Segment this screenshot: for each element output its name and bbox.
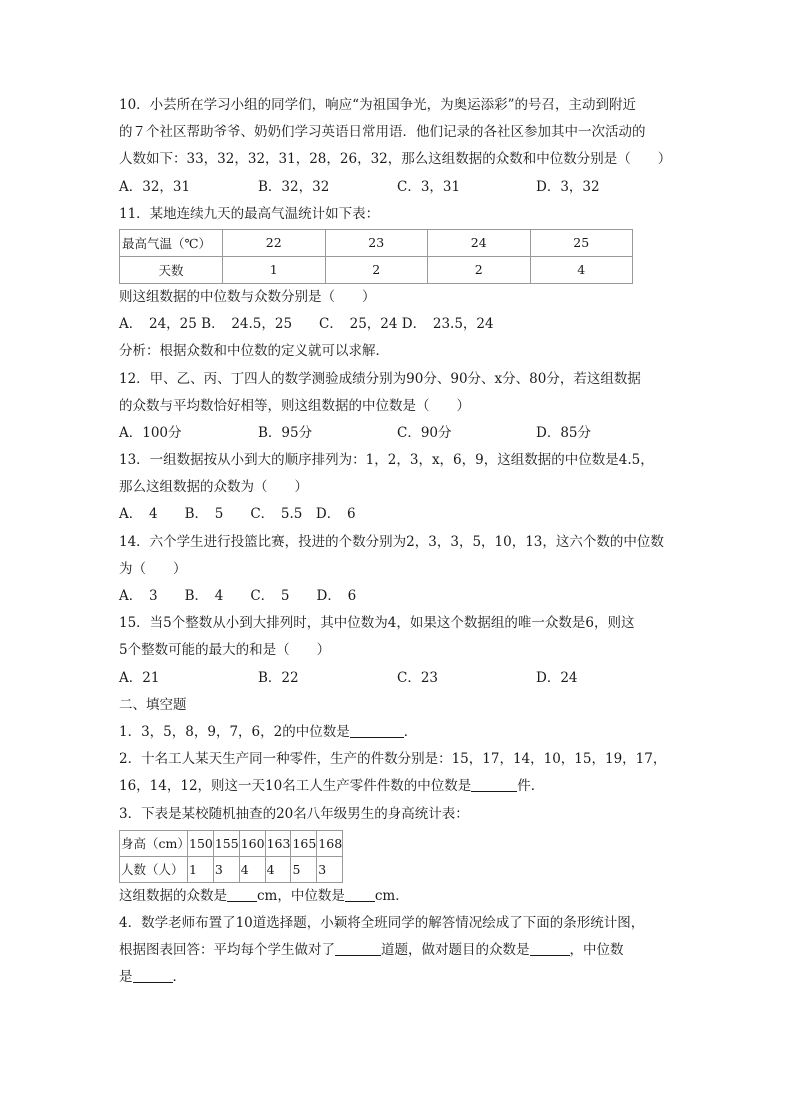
q10-option-d: D．3，32 xyxy=(536,178,600,195)
table-cell: 3 xyxy=(317,856,343,882)
q15-line-1: 15．当5个整数从小到大排列时，其中位数为4，如果这个数据组的唯一众数是6，则这 xyxy=(119,615,635,632)
q11-analysis: 分析：根据众数和中位数的定义就可以求解． xyxy=(119,343,389,360)
fill-4-text-2: 道题，做对题目的众数是 xyxy=(381,942,530,959)
answer-blank xyxy=(530,941,570,956)
fill-2-line-2 xyxy=(119,773,679,800)
table-row xyxy=(120,830,343,856)
q13-line-1: 13．一组数据按从小到大的顺序排列为：1，2，3，x，6，9，这组数据的中位数是4.5， xyxy=(119,452,654,469)
fill-4-line-2 xyxy=(119,937,679,964)
answer-blank xyxy=(471,777,517,792)
table-cell: 2 xyxy=(325,256,428,283)
table-cell: 身高（cm） xyxy=(120,830,188,856)
q11-line-1: 11．某地连续九天的最高气温统计如下表： xyxy=(119,205,380,222)
table-cell: 4 xyxy=(530,256,633,283)
q12-option-d: D．85分 xyxy=(536,424,592,441)
section-title: 二、填空题 xyxy=(119,696,187,713)
table-cell: 1 xyxy=(188,856,214,882)
q10-options xyxy=(119,174,679,201)
fill-3-line-2 xyxy=(119,883,679,910)
table-cell: 155 xyxy=(213,830,239,856)
table-cell: 1 xyxy=(223,256,326,283)
table-cell: 人数（人） xyxy=(120,856,188,882)
fill-4-line-1: 4．数学老师布置了10道选择题，小颖将全班同学的解答情况绘成了下面的条形统计图， xyxy=(119,914,645,931)
table-cell: 168 xyxy=(317,830,343,856)
q10-option-c: C．3，31 xyxy=(397,178,461,195)
table-cell: 天数 xyxy=(120,256,223,283)
table-cell: 23 xyxy=(325,229,428,256)
answer-blank xyxy=(227,887,257,902)
table-cell: 165 xyxy=(291,830,317,856)
table-row xyxy=(120,256,633,283)
q13-options: A． 4 B． 5 C． 5.5 D． 6 xyxy=(119,506,356,523)
table-cell: 4 xyxy=(239,856,265,882)
fill-2-end: 件． xyxy=(517,778,545,795)
q15-options xyxy=(119,665,679,692)
height-table xyxy=(119,830,343,883)
table-cell: 5 xyxy=(291,856,317,882)
q10-option-b: B．32，32 xyxy=(258,178,330,195)
q12-option-a: A．100分 xyxy=(119,424,182,441)
q15-option-a: A．21 xyxy=(119,669,160,686)
q11-line-2: 则这组数据的中位数与众数分别是（ ） xyxy=(119,288,376,305)
table-cell: 24 xyxy=(428,229,531,256)
q14-line-1: 14．六个学生进行投篮比赛，投进的个数分别为2，3，3，5，10，13，这六个数的中位数 xyxy=(119,533,664,550)
fill-3-line-1: 3．下表是某校随机抽查的20名八年级男生的身高统计表： xyxy=(119,805,469,822)
table-cell: 4 xyxy=(265,856,291,882)
q10-option-a: A．32，31 xyxy=(119,178,191,195)
q15-option-d: D．24 xyxy=(536,669,578,686)
answer-blank xyxy=(345,887,375,902)
table-cell: 3 xyxy=(213,856,239,882)
fill-2-line-1: 2．十名工人某天生产同一种零件，生产的件数分别是：15，17，14，10，15，19，17， xyxy=(119,751,667,768)
fill-3-text-2: cm，中位数是 xyxy=(257,887,345,904)
q12-line-2: 的众数与平均数恰好相等，则这组数据的中位数是（ ） xyxy=(119,397,470,414)
q14-options: A． 3 B． 4 C． 5 D． 6 xyxy=(119,588,357,604)
q15-line-2: 5个整数可能的最大的和是（ ） xyxy=(119,642,331,659)
q10-line-2: 的７个社区帮助爷爷、奶奶们学习英语日常用语．他们记录的各社区参加其中一次活动的 xyxy=(119,124,646,141)
fill-1 xyxy=(119,719,679,746)
fill-2-text: 16，14，12，则这一天10名工人生产零件件数的中位数是 xyxy=(119,778,472,795)
q10-line-3: 人数如下：33，32，32，31，28，26，32，那么这组数据的众数和中位数分别是（ ） xyxy=(119,151,672,168)
q12-options xyxy=(119,420,679,447)
fill-1-text: 1．3，5，8，9，7，6，2的中位数是 xyxy=(119,723,350,740)
fill-4-text-4: 是 xyxy=(119,969,133,986)
fill-3-text-3: cm． xyxy=(374,887,409,904)
table-cell: 22 xyxy=(223,229,326,256)
q15-option-c: C．23 xyxy=(397,669,439,686)
answer-blank xyxy=(350,723,404,738)
fill-4-text-1: 根据图表回答：平均每个学生做对了 xyxy=(119,942,335,959)
fill-4-text-5: ． xyxy=(172,969,186,986)
fill-3-text-1: 这组数据的众数是 xyxy=(119,887,227,904)
q12-option-c: C．90分 xyxy=(397,424,452,441)
table-cell: 2 xyxy=(428,256,531,283)
table-cell: 160 xyxy=(239,830,265,856)
fill-4-line-3 xyxy=(119,964,679,991)
table-row xyxy=(120,229,633,256)
fill-1-end: ． xyxy=(403,723,418,740)
q12-line-1: 12．甲、乙、丙、丁四人的数学测验成绩分别为90分、90分、x分、80分，若这组数据 xyxy=(119,370,641,387)
answer-blank xyxy=(133,968,173,983)
answer-blank xyxy=(335,941,381,956)
q13-line-2: 那么这组数据的众数为（ ） xyxy=(119,479,308,496)
table-cell: 150 xyxy=(188,830,214,856)
document-page xyxy=(119,92,679,991)
q12-option-b: B．95分 xyxy=(258,424,313,441)
fill-4-text-3: ，中位数 xyxy=(569,942,624,959)
q11-temperature-table xyxy=(119,229,633,284)
table-cell: 最高气温（℃） xyxy=(120,229,223,256)
table-cell: 163 xyxy=(265,830,291,856)
q10-line-1: 10．小芸所在学习小组的同学们，响应“为祖国争光，为奥运添彩”的号召，主动到附近 xyxy=(119,97,636,113)
table-cell: 25 xyxy=(530,229,633,256)
q11-options: A． 24，25 B． 24.5，25 C． 25，24 D． 23.5，24 xyxy=(119,316,494,333)
q15-option-b: B．22 xyxy=(258,669,299,686)
q14-line-2: 为（ ） xyxy=(119,560,187,577)
table-row xyxy=(120,856,343,882)
